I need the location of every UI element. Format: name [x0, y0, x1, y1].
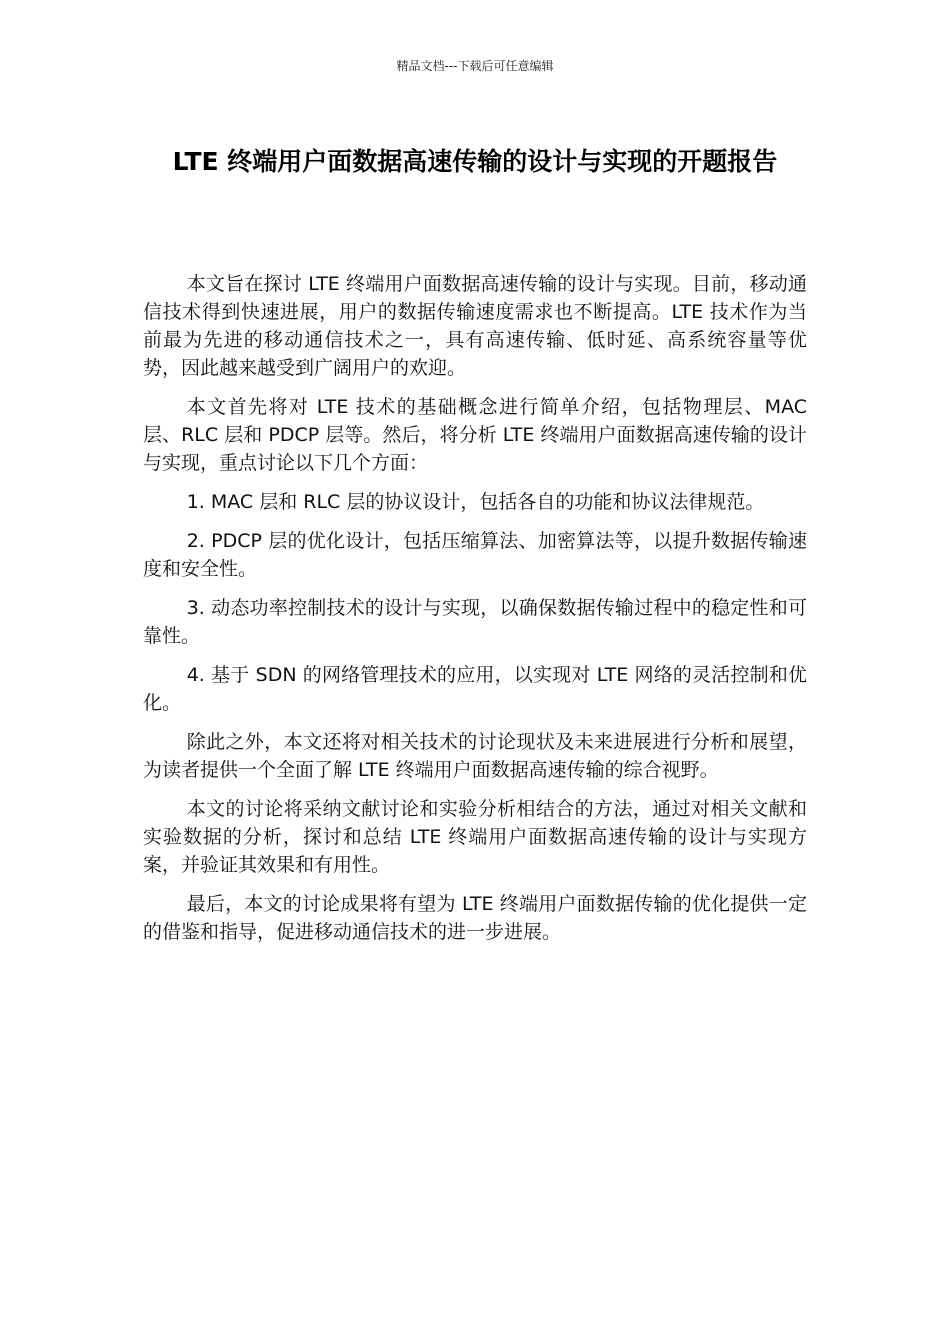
list-item-power-control: 3. 动态功率控制技术的设计与实现，以确保数据传输过程中的稳定性和可靠性。: [143, 597, 807, 647]
paragraph-outlook: 除此之外，本文还将对相关技术的讨论现状及未来进展进行分析和展望，为读者提供一个全面了解 LTE 终端用户面数据高速传输的综合视野。: [143, 731, 807, 781]
list-item-mac-rlc: 1. MAC 层和 RLC 层的协议设计，包括各自的功能和协议法律规范。: [186, 491, 765, 513]
paragraph-conclusion: 最后，本文的讨论成果将有望为 LTE 终端用户面数据传输的优化提供一定的借鉴和指导，促进移动通信技术的进一步进展。: [143, 893, 807, 943]
paragraph-overview: 本文首先将对 LTE 技术的基础概念进行简单介绍，包括物理层、MAC 层、RLC 层和 PDCP 层等。然后，将分析 LTE 终端用户面数据高速传输的设计与实现，重点讨论以下几个方面：: [143, 396, 807, 474]
paragraph-method: 本文的讨论将采纳文献讨论和实验分析相结合的方法，通过对相关文献和实验数据的分析，探讨和总结 LTE 终端用户面数据高速传输的设计与实现方案，并验证其效果和有用性。: [143, 798, 807, 876]
paragraph-intro: 本文旨在探讨 LTE 终端用户面数据高速传输的设计与实现。目前，移动通信技术得到快速进展，用户的数据传输速度需求也不断提高。LTE 技术作为当前最为先进的移动通信技术之一，具有高速传输、低时延、高系统容量等优势，因此越来越受到广阔用户的欢迎。: [143, 273, 807, 379]
page-header: 精品文档---下载后可任意编辑: [396, 59, 554, 73]
list-item-pdcp: 2. PDCP 层的优化设计，包括压缩算法、加密算法等，以提升数据传输速度和安全性。: [143, 530, 807, 580]
document-title: LTE 终端用户面数据高速传输的设计与实现的开题报告: [172, 147, 778, 176]
list-item-sdn: 4. 基于 SDN 的网络管理技术的应用，以实现对 LTE 网络的灵活控制和优化。: [143, 664, 807, 714]
document-body: [143, 270, 807, 957]
